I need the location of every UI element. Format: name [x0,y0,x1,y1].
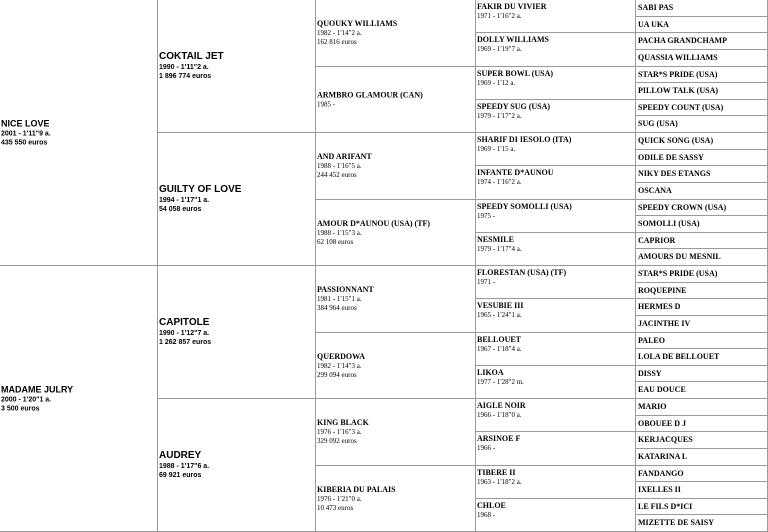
horse-record: 1969 - 1'19"7 a. [477,45,522,53]
cell-content [636,385,767,395]
cell-content [636,319,767,329]
grandparent-cell [316,0,476,67]
horse-name[interactable]: ROQUEPINE [638,285,687,295]
cell-content [476,468,635,487]
horse-name[interactable]: FLORESTAN (USA) (TF) [477,268,567,277]
horse-name[interactable]: KERJACQUES [638,435,693,444]
great-grandparent-cell [476,299,636,333]
horse-name[interactable]: OSCANA [638,186,672,195]
horse-name[interactable]: MIZETTE DE SAISY [638,518,715,527]
grandparent-cell [316,333,476,399]
ancestor-cell [636,349,768,366]
horse-record: 1969 - 1'12 a. [477,79,516,87]
horse-name[interactable]: QUOUKY WILLIAMS [317,19,398,28]
ancestor-cell [636,33,768,50]
horse-record: 162 816 euros [317,38,357,46]
cell-content [636,485,767,495]
cell-content [316,285,475,313]
cell-content [636,186,767,196]
cell-content [636,336,767,346]
cell-content [476,268,635,287]
cell-content [636,203,767,213]
horse-name[interactable]: ARSINOE F [477,434,521,443]
horse-name[interactable]: SPEEDY SUG (USA) [477,102,551,111]
horse-record: 1971 - 1'16"2 a. [477,12,522,20]
horse-name[interactable]: SUPER BOWL (USA) [477,69,554,78]
ancestor-cell [636,449,768,466]
horse-name[interactable]: AUDREY [159,450,202,461]
great-grandparent-cell [476,67,636,100]
horse-name[interactable]: QUASSIA WILLIAMS [638,53,718,62]
cell-content [476,301,635,320]
horse-name[interactable]: SPEEDY SOMOLLI (USA) [477,202,572,211]
horse-record: 1 262 857 euros [159,339,212,346]
horse-name[interactable]: PACHA GRANDCHAMP [638,36,727,45]
horse-name[interactable]: TIBERE II [477,468,516,477]
sire-dam-cell [158,133,316,266]
cell-content [316,352,475,380]
cell-content [476,368,635,387]
cell-content [636,369,767,379]
cell-content [636,219,767,229]
horse-name[interactable]: CAPRIOR [638,235,676,245]
cell-content [476,202,635,221]
horse-record: 3 500 euros [1,405,40,412]
horse-name[interactable]: AND ARIFANT [317,152,372,161]
cell-content [636,103,767,113]
horse-name[interactable]: PALEO [638,335,665,345]
horse-name[interactable]: INFANTE D*AUNOU [477,168,554,177]
cell-content [636,169,767,179]
horse-record: 1967 - 1'18"4 a. [477,345,522,353]
great-grandparent-cell [476,466,636,499]
horse-name[interactable]: NIKY DES ETANGS [638,169,711,178]
cell-content [316,90,475,109]
horse-name[interactable]: KATARINA L [638,452,688,461]
cell-content [0,118,157,147]
ancestor-cell [636,0,768,17]
cell-content [636,236,767,246]
cell-content [476,102,635,121]
horse-name[interactable]: MADAME JULRY [1,384,74,394]
cell-content [158,51,315,81]
horse-record: 435 550 euros [1,139,48,146]
cell-content [476,2,635,21]
ancestor-cell [636,17,768,33]
cell-content [476,335,635,354]
horse-record: 1988 - 1'16"5 a. [317,162,362,170]
horse-name[interactable]: MARIO [638,402,667,411]
cell-content [636,269,767,279]
horse-name[interactable]: AIGLE NOIR [477,401,526,410]
horse-record: 299 094 euros [317,370,357,379]
horse-name[interactable]: AMOURS DU MESNIL [638,252,721,261]
cell-content [636,136,767,146]
ancestor-cell [636,116,768,133]
cell-content [636,419,767,429]
ancestor-cell [636,100,768,116]
horse-record: 1971 - [477,278,496,286]
horse-record: 1981 - 1'15"1 a. [317,295,362,303]
horse-record: 1963 - 1'18"2 a. [477,478,522,486]
cell-content [636,452,767,462]
horse-record: 1988 - 1'15"3 a. [317,228,362,237]
ancestor-cell [636,166,768,183]
horse-name[interactable]: LIKOA [477,368,504,377]
ancestor-cell [636,316,768,333]
grandparent-cell [316,266,476,333]
cell-content [316,152,475,180]
cell-content [636,286,767,296]
cell-content [0,384,157,413]
ancestor-cell [636,249,768,266]
horse-record: 1965 - 1'24"1 a. [477,311,522,319]
great-grandparent-cell [476,366,636,399]
cell-content [636,20,767,30]
cell-content [158,317,315,347]
horse-name[interactable]: EAU DOUCE [638,385,686,394]
horse-record: 62 108 euros [317,237,354,246]
subject-cell [0,0,158,266]
great-grandparent-cell [476,33,636,67]
horse-record: 1988 - 1'17"6 a. [159,463,210,470]
horse-name[interactable]: SUG (USA) [638,119,678,128]
ancestor-cell [636,67,768,83]
cell-content [476,168,635,187]
horse-record: 2000 - 1'20"1 a. [1,396,52,403]
horse-record: 384 964 euros [317,304,357,312]
horse-name[interactable]: LE FILS D*ICI [638,501,693,511]
horse-record: 1982 - 1'14"2 a. [317,29,362,37]
great-grandparent-cell [476,0,636,33]
great-grandparent-cell [476,499,636,532]
ancestor-cell [636,299,768,316]
cell-content [636,3,767,13]
ancestor-cell [636,333,768,349]
horse-record: 1974 - 1'16"2 a. [477,178,522,186]
horse-record: 244 452 euros [317,171,357,179]
sire-dam-cell [158,266,316,399]
horse-name[interactable]: BELLOUET [477,335,522,344]
cell-content [158,450,315,480]
horse-record: 2001 - 1'11"9 a. [1,130,51,137]
horse-name[interactable]: FAKIR DU VIVIER [477,2,547,11]
grandparent-cell [316,133,476,200]
horse-name[interactable]: VESUBIE III [477,301,524,310]
horse-name[interactable]: NESMILE [477,235,514,244]
ancestor-cell [636,133,768,150]
horse-name[interactable]: NICE LOVE [1,118,50,128]
horse-name[interactable]: SPEEDY CROWN (USA) [638,202,727,212]
cell-content [476,135,635,154]
horse-name[interactable]: ODILE DE SASSY [638,152,704,162]
horse-record: 1982 - 1'14"3 a. [317,361,362,370]
horse-record: 1976 - 1'21"0 a. [317,494,362,503]
cell-content [476,501,635,520]
ancestor-cell [636,283,768,299]
great-grandparent-cell [476,333,636,366]
horse-name[interactable]: KING BLACK [317,418,369,427]
cell-content [476,235,635,254]
horse-name[interactable]: SPEEDY COUNT (USA) [638,102,724,112]
horse-record: 69 921 euros [159,472,202,479]
ancestor-cell [636,150,768,166]
horse-name[interactable]: CAPITOLE [159,317,210,328]
ancestor-cell [636,399,768,416]
horse-record: 1990 - 1'12"7 a. [159,330,210,337]
horse-name[interactable]: KIBERIA DU PALAIS [317,484,396,494]
cell-content [636,70,767,80]
grandparent-cell [316,67,476,133]
horse-name[interactable]: STAR*S PRIDE (USA) [638,269,718,278]
horse-record: 1975 - [477,212,496,220]
cell-content [316,219,475,247]
horse-name[interactable]: PILLOW TALK (USA) [638,86,719,95]
horse-record: 1968 - [477,511,496,519]
horse-record: 1976 - 1'16"3 a. [317,428,362,436]
great-grandparent-cell [476,100,636,133]
cell-content [636,252,767,262]
horse-record: 1969 - 1'15 a. [477,145,516,153]
horse-name[interactable]: QUERDOWA [317,351,366,361]
grandparent-cell [316,466,476,532]
ancestor-cell [636,216,768,233]
sire-dam-cell [158,399,316,532]
cell-content [636,469,767,479]
horse-name[interactable]: DOLLY WILLIAMS [477,35,549,44]
great-grandparent-cell [476,200,636,233]
horse-name[interactable]: STAR*S PRIDE (USA) [638,69,718,79]
horse-name[interactable]: IXELLES II [638,485,681,494]
ancestor-cell [636,482,768,499]
horse-name[interactable]: ARMBRO GLAMOUR (CAN) [317,90,423,99]
horse-record: 1985 - [317,100,336,108]
horse-name[interactable]: FANDANGO [638,468,684,478]
great-grandparent-cell [476,432,636,466]
horse-record: 329 092 euros [317,437,357,445]
horse-record: 1977 - 1'28"2 m. [477,378,524,386]
cell-content [316,485,475,513]
horse-name[interactable]: QUICK SONG (USA) [638,136,714,145]
cell-content [316,418,475,446]
cell-content [316,19,475,47]
cell-content [636,119,767,129]
ancestor-cell [636,432,768,449]
subject-cell [0,266,158,532]
cell-content [636,435,767,445]
horse-name[interactable]: AMOUR D*AUNOU (USA) (TF) [317,218,431,228]
ancestor-cell [636,466,768,482]
cell-content [476,434,635,453]
horse-record: 1966 - 1'18"0 a. [477,411,522,419]
grandparent-cell [316,200,476,266]
ancestor-cell [636,50,768,67]
great-grandparent-cell [476,166,636,200]
horse-record: 1994 - 1'17"1 a. [159,197,210,204]
horse-record: 54 058 euros [159,206,202,213]
horse-name[interactable]: SABI PAS [638,3,674,12]
ancestor-cell [636,515,768,532]
cell-content [636,518,767,528]
cell-content [636,153,767,163]
sire-dam-cell [158,0,316,133]
ancestor-cell [636,83,768,100]
horse-name[interactable]: GUILTY OF LOVE [159,184,242,195]
ancestor-cell [636,382,768,399]
horse-record: 1979 - 1'17"4 a. [477,245,522,253]
horse-record: 1979 - 1'17"2 a. [477,112,522,120]
horse-name[interactable]: COKTAIL JET [159,51,224,62]
ancestor-cell [636,416,768,432]
ancestor-cell [636,499,768,515]
great-grandparent-cell [476,266,636,299]
horse-record: 1990 - 1'11"2 a. [159,64,209,71]
horse-name[interactable]: LOLA DE BELLOUET [638,352,720,361]
cell-content [476,35,635,54]
cell-content [636,53,767,63]
horse-name[interactable]: UA UKA [638,19,669,29]
cell-content [158,184,315,214]
ancestor-cell [636,233,768,249]
horse-record: 1966 - [477,444,496,452]
cell-content [636,502,767,512]
horse-name[interactable]: SHARIF DI IESOLO (ITA) [477,135,572,144]
cell-content [636,36,767,46]
horse-name[interactable]: CHLOE [477,501,506,510]
ancestor-cell [636,183,768,200]
ancestor-cell [636,200,768,216]
cell-content [476,401,635,420]
great-grandparent-cell [476,399,636,432]
horse-name[interactable]: HERMES D [638,302,681,311]
great-grandparent-cell [476,233,636,266]
cell-content [636,402,767,412]
grandparent-cell [316,399,476,466]
cell-content [636,352,767,362]
cell-content [476,69,635,88]
horse-name[interactable]: OBOUEE D J [638,418,687,428]
cell-content [636,302,767,312]
ancestor-cell [636,266,768,283]
ancestor-cell [636,366,768,382]
great-grandparent-cell [476,133,636,166]
horse-record: 10 473 euros [317,503,354,512]
horse-record: 1 896 774 euros [159,73,212,80]
cell-content [636,86,767,96]
horse-name[interactable]: PASSIONNANT [317,285,374,294]
horse-name[interactable]: SOMOLLI (USA) [638,219,700,228]
horse-name[interactable]: JACINTHE IV [638,319,691,328]
horse-name[interactable]: DISSY [638,368,662,378]
